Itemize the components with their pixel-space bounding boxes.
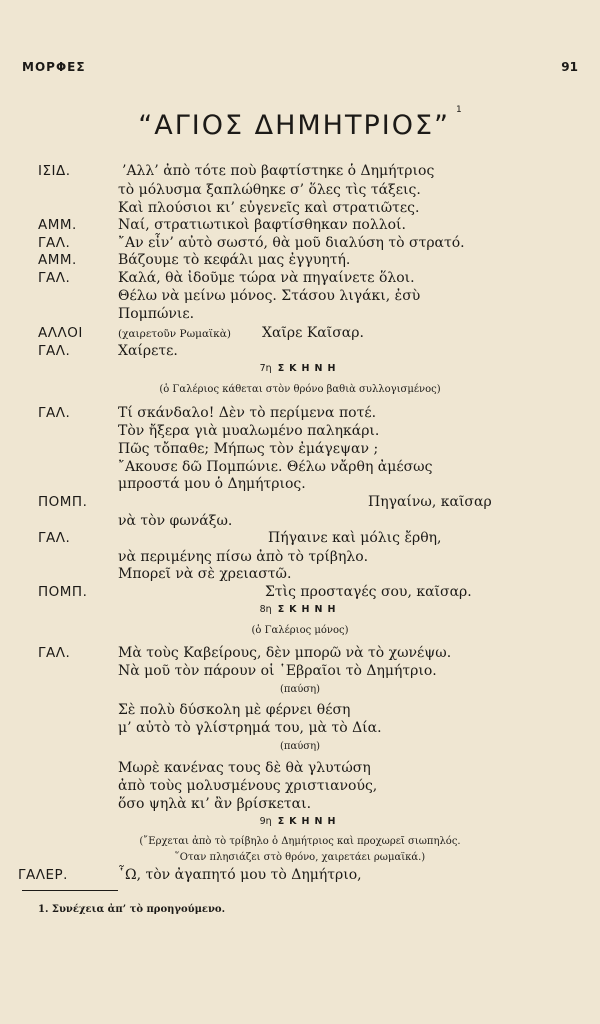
dialogue-line: [0, 163, 600, 183]
speaker-name: ΓΑΛΕΡ.: [18, 867, 68, 883]
dialogue-line: [0, 760, 600, 780]
line-text: Νὰ μοῦ τὸν πάρουν οἱ ῾Εβραῖοι τὸ Δημήτριο.: [118, 663, 437, 679]
line-text: Πήγαινε καὶ μόλις ἔρθη,: [268, 530, 442, 546]
running-head: ΜΟΡΦΕΣ: [22, 60, 86, 74]
dialogue-line: [0, 796, 600, 816]
line-text: Βάζουμε τὸ κεφάλι μας ἐγγυητή.: [118, 252, 351, 268]
scene-label: ΣΚΗΝΗ: [277, 363, 341, 374]
stage-direction: (παύση): [279, 741, 321, 752]
play-title-text: “ΑΓΙΟΣ ΔΗΜΗΤΡΙΟΣ”: [138, 110, 451, 141]
dialogue-line: [0, 584, 600, 604]
dialogue-line: [0, 867, 600, 887]
line-text: Πηγαίνω, καῖσαρ: [368, 494, 492, 510]
dialogue-line: [0, 182, 600, 202]
line-text: Τί σκάνδαλο! Δὲν τὸ περίμενα ποτέ.: [118, 405, 377, 421]
line-text: Μὰ τοὺς Καβείρους, δὲν μπορῶ νὰ τὸ χωνέψω.: [118, 645, 452, 661]
speaker-name: ΑΜΜ.: [38, 252, 77, 268]
dialogue-line: [0, 423, 600, 443]
stage-direction: ῞Οταν πλησιάζει στὸ θρόνο, χαιρετάει ρωμαϊκά.): [174, 852, 426, 863]
line-text: Χαῖρε Καῖσαρ.: [262, 325, 364, 341]
dialogue-line: [0, 325, 600, 345]
line-text: Πῶς τὄπαθε; Μήπως τὸν ἐμάγεψαν ;: [118, 441, 379, 457]
line-text: ῎Ακουσε δῶ Πομπώνιε. Θέλω νἄρθη ἀμέσως: [118, 459, 433, 475]
dialogue-line: [0, 343, 600, 363]
speaker-name: ΓΑΛ.: [38, 530, 71, 546]
line-text: Καλά, θὰ ἰδοῦμε τώρα νὰ πηγαίνετε ὅλοι.: [118, 270, 415, 286]
dialogue-line: [0, 494, 600, 514]
line-text: Μωρὲ κανένας τους δὲ θὰ γλυτώση: [118, 760, 371, 776]
line-text: Χαίρετε.: [118, 343, 178, 359]
dialogue-line: [0, 288, 600, 308]
dialogue-line: [0, 252, 600, 272]
stage-direction: (παύση): [279, 684, 321, 695]
speaker-name: ΑΛΛΟΙ: [38, 325, 83, 341]
line-text: Σὲ πολὺ δύσκολη μὲ φέρνει θέση: [118, 702, 351, 718]
line-text: μπροστά μου ὁ Δημήτριος.: [118, 476, 306, 492]
line-text: μ’ αὐτὸ τὸ γλίστρημά του, μὰ τὸ Δία.: [118, 720, 382, 736]
line-text: Στὶς προσταγές σου, καῖσαρ.: [265, 584, 472, 600]
line-text: ῎Αν εἶν’ αὐτὸ σωστό, θὰ μοῦ διαλύση τὸ στρατό.: [118, 235, 465, 251]
title-footnote-mark: 1: [456, 105, 462, 115]
line-text: Θέλω νὰ μείνω μόνος. Στάσου λιγάκι, ἐσὺ: [118, 288, 421, 304]
dialogue-line: [0, 405, 600, 425]
speaker-name: ΙΣΙΔ.: [38, 163, 71, 179]
speaker-name: ΓΑΛ.: [38, 343, 71, 359]
line-text: Ναί, στρατιωτικοὶ βαφτίσθηκαν πολλοί.: [118, 217, 406, 233]
scene-label: ΣΚΗΝΗ: [277, 816, 341, 827]
stage-direction: (῎Ερχεται ἀπὸ τὸ τρίβηλο ὁ Δημήτριος καὶ προχωρεῖ σιωπηλός.: [139, 836, 461, 847]
line-text: Τὸν ἤξερα γιὰ μυαλωμένο παληκάρι.: [118, 423, 380, 439]
play-title: [0, 105, 600, 141]
line-text: νὰ τὸν φωνάξω.: [118, 513, 233, 529]
stage-direction: (ὁ Γαλέριος κάθεται στὸν θρόνο βαθιὰ συλλογισμένος): [159, 384, 441, 395]
footnote-divider: [22, 890, 118, 891]
line-text: ἀπὸ τοὺς μολυσμένους χριστιανούς,: [118, 778, 378, 794]
speaker-name: ΓΑΛ.: [38, 405, 71, 421]
scene-number: 7η: [259, 363, 272, 374]
dialogue-line: [0, 778, 600, 798]
line-text: Πομπώνιε.: [118, 306, 195, 322]
scene-heading: [0, 816, 600, 827]
scene-heading: [0, 363, 600, 374]
speaker-name: ΑΜΜ.: [38, 217, 77, 233]
dialogue-line: [0, 270, 600, 290]
stage-direction: (ὁ Γαλέριος μόνος): [251, 625, 349, 636]
line-text: νὰ περιμένης πίσω ἀπὸ τὸ τρίβηλο.: [118, 549, 369, 565]
page-number: 91: [561, 60, 578, 74]
stage-direction: (χαιρετοῦν Ρωμαϊκὰ): [118, 328, 231, 340]
line-text: Καὶ πλούσιοι κι’ εὐγενεῖς καὶ στρατιῶτες.: [118, 200, 420, 216]
footnote: 1. Συνέχεια ἀπ’ τὸ προηγούμενο.: [38, 904, 226, 915]
scene-number: 8η: [259, 604, 272, 615]
scene-heading: [0, 604, 600, 615]
dialogue-line: [0, 720, 600, 740]
dialogue-line: [0, 566, 600, 586]
dialogue-line: [0, 476, 600, 496]
scene-label: ΣΚΗΝΗ: [277, 604, 341, 615]
speaker-name: ΓΑΛ.: [38, 270, 71, 286]
dialogue-line: [0, 530, 600, 550]
speaker-name: ΠΟΜΠ.: [38, 584, 88, 600]
line-text: τὸ μόλυσμα ξαπλώθηκε σ’ ὅλες τὶς τάξεις.: [118, 182, 421, 198]
line-text: ’Αλλ’ ἀπὸ τότε ποὺ βαφτίστηκε ὁ Δημήτριος: [122, 163, 435, 179]
dialogue-line: [0, 306, 600, 326]
speaker-name: ΠΟΜΠ.: [38, 494, 88, 510]
line-text: ῟Ω, τὸν ἀγαπητό μου τὸ Δημήτριο,: [118, 867, 362, 883]
scene-number: 9η: [259, 816, 272, 827]
line-text: ὅσο ψηλὰ κι’ ἂν βρίσκεται.: [118, 796, 312, 812]
line-text: Μπορεῖ νὰ σὲ χρειαστῶ.: [118, 566, 292, 582]
dialogue-line: [0, 441, 600, 461]
dialogue-line: [0, 663, 600, 683]
speaker-name: ΓΑΛ.: [38, 645, 71, 661]
dialogue-line: [0, 702, 600, 722]
dialogue-line: [0, 217, 600, 237]
speaker-name: ΓΑΛ.: [38, 235, 71, 251]
dialogue-line: [0, 645, 600, 665]
